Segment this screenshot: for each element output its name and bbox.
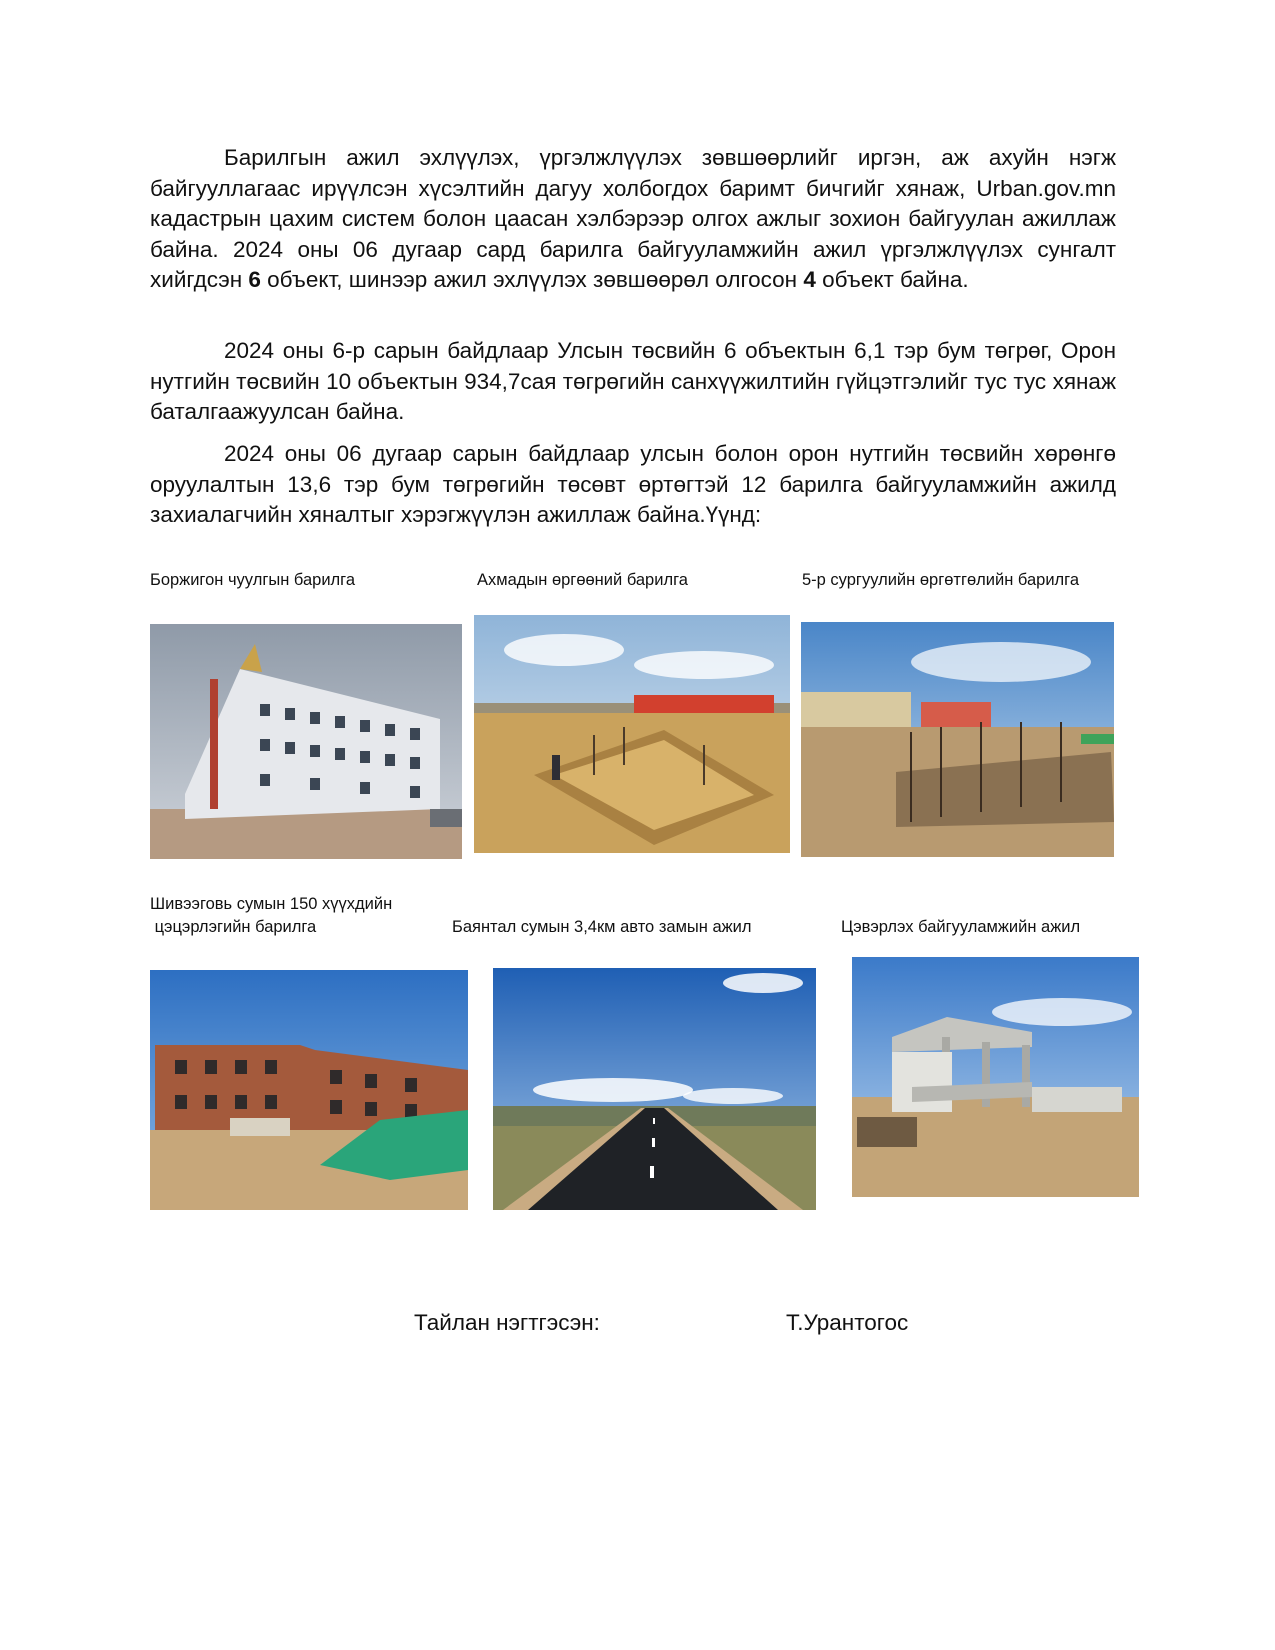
caption-borjigon: Боржигон чуулгын барилга [150, 571, 356, 589]
signature-label: Тайлан нэгтгэсэн: [414, 1310, 600, 1335]
photo-kindergarten-building [150, 970, 468, 1210]
photo-borjigon-building [150, 624, 462, 859]
paragraph-text: объект байна. [815, 267, 969, 292]
caption-road: Баянтал сумын 3,4км авто замын ажил [452, 918, 752, 936]
paragraph-permits [150, 143, 1116, 296]
caption-school-extension: 5-р сургуулийн өргөтгөлийн барилга [802, 571, 1079, 589]
caption-kindergarten-line2: цэцэрлэгийн барилга [150, 918, 317, 936]
photo-treatment-plant-construction [852, 957, 1139, 1197]
caption-kindergarten-line1: Шивээговь сумын 150 хүүхдийн [150, 895, 393, 913]
count-new: 4 [803, 267, 816, 292]
paragraph-funding: 2024 оны 6-р сарын байдлаар Улсын төсвийн 6 объектын 6,1 тэр бум төгрөг, Орон нутгийн төсвийн 10 объектын 934,7сая төгрөгийн санхүүжилтийн гүйцэтгэлийг тус тус хянаж баталгаажуулсан байна. [150, 338, 1116, 424]
paragraph-supervision: 2024 оны 06 дугаар сарын байдлаар улсын болон орон нутгийн төсвийн хөрөнгө оруулалтын 13,6 тэр бум төгрөгийн төсөвт өртөгтэй 12 барилга байгууламжийн ажилд захиалагчийн хяналтыг хэрэгжүүлэн ажиллаж байна.Үүнд: [150, 441, 1116, 527]
count-extended: 6 [248, 267, 261, 292]
photo-school-extension-construction [801, 622, 1114, 857]
caption-treatment-plant: Цэвэрлэх байгууламжийн ажил [841, 918, 1081, 936]
paragraph-text: Барилгын ажил эхлүүлэх, үргэлжлүүлэх зөвшөөрлийг иргэн, аж ахуйн нэгж байгууллагаас ирүүлсэн хүсэлтийн дагуу холбогдох баримт бичгийг хянаж, Urban.gov.mn кадастрын цахим систем болон цаасан хэлбэрээр олгох ажлыг зохион байгуулан ажиллаж байна. 2024 оны 06 дугаар сард барилга байгууламжийн ажил үргэлжлүүлэх сунгалт хийгдсэн [150, 145, 1116, 292]
photo-elders-house-construction [474, 615, 790, 853]
photo-bayantal-road [493, 968, 816, 1210]
caption-elders-house: Ахмадын өргөөний барилга [477, 571, 688, 589]
paragraph-text: объект, шинээр ажил эхлүүлэх зөвшөөрөл олгосон [260, 267, 804, 292]
signature-name: Т.Урантогос [786, 1310, 909, 1335]
